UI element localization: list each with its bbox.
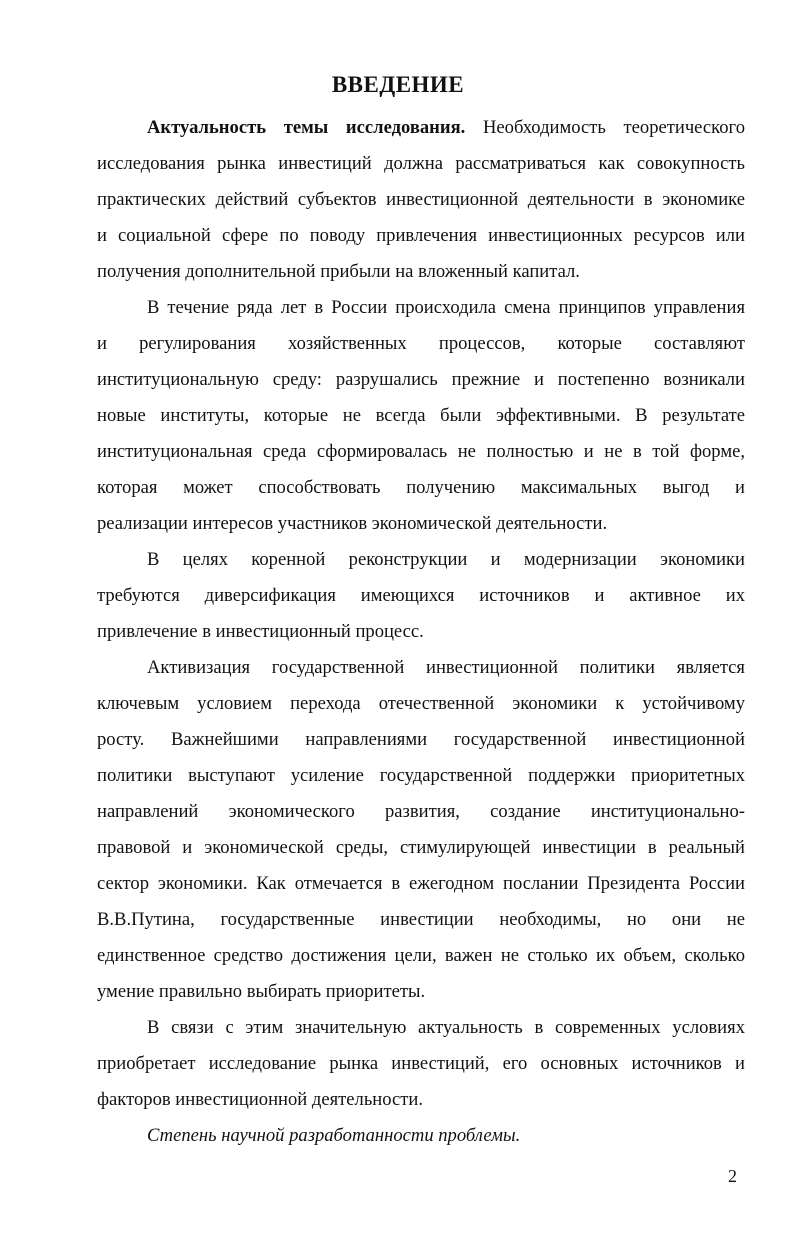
paragraph-modernization [97, 542, 745, 650]
paragraph-institutions [97, 290, 745, 542]
paragraph-relevance [97, 110, 745, 290]
text-line: правовой и экономической среды, стимулирующей инвестиции в реальный [97, 837, 745, 858]
text-line: и регулирования хозяйственных процессов, которые составляют [97, 333, 745, 354]
text-line: новые институты, которые не всегда были эффективными. В результате [97, 405, 745, 426]
text-line: В течение ряда лет в России происходила смена принципов управления [147, 297, 745, 318]
page-title: ВВЕДЕНИЕ [331, 72, 465, 97]
text-line: и социальной сфере по поводу привлечения инвестиционных ресурсов или [97, 225, 745, 246]
text-line: требуются диверсификация имеющихся источников и активное их [97, 585, 745, 606]
text-line: которая может способствовать получению максимальных выгод и [97, 477, 745, 498]
paragraph-investment-policy [97, 650, 745, 1010]
body-text [97, 110, 745, 1154]
text-line: Активизация государственной инвестиционной политики является [147, 657, 745, 678]
section-heading-italic: Степень научной разработанности проблемы. [147, 1125, 521, 1146]
text-line: В целях коренной реконструкции и модернизации экономики [147, 549, 745, 570]
text-line: росту. Важнейшими направлениями государственной инвестиционной [97, 729, 745, 750]
text-line: направлений экономического развития, создание институционально- [97, 801, 745, 822]
paragraph-lead: Актуальность темы исследования. [147, 117, 466, 138]
text-line: Актуальность темы исследования. Необходимость теоретического [147, 117, 745, 138]
text-line: единственное средство достижения цели, важен не столько их объем, сколько [97, 945, 745, 966]
text-line: умение правильно выбирать приоритеты. [97, 981, 426, 1002]
text-line: практических действий субъектов инвестиционной деятельности в экономике [97, 189, 745, 210]
text-line: исследования рынка инвестиций должна рассматриваться как совокупность [97, 153, 745, 174]
text-line: получения дополнительной прибыли на вложенный капитал. [97, 261, 580, 282]
text-line: институциональная среда сформировалась не полностью и не в той форме, [97, 441, 745, 462]
text-line: политики выступают усиление государственной поддержки приоритетных [97, 765, 745, 786]
text-line: В.В.Путина, государственные инвестиции необходимы, но они не [97, 909, 745, 930]
text-line: сектор экономики. Как отмечается в ежегодном послании Президента России [97, 873, 745, 894]
text-line: институциональную среду: разрушались прежние и постепенно возникали [97, 369, 745, 390]
text-line: реализации интересов участников экономической деятельности. [97, 513, 608, 534]
paragraph-degree-of-study [97, 1118, 745, 1154]
text-line: факторов инвестиционной деятельности. [97, 1089, 423, 1110]
text-line: В связи с этим значительную актуальность в современных условиях [147, 1017, 745, 1038]
text-line: привлечение в инвестиционный процесс. [97, 621, 424, 642]
text-line: приобретает исследование рынка инвестиций, его основных источников и [97, 1053, 745, 1074]
text-line: ключевым условием перехода отечественной экономики к устойчивому [97, 693, 745, 714]
paragraph-research-relevance [97, 1010, 745, 1118]
page-number: 2 [728, 1166, 737, 1186]
